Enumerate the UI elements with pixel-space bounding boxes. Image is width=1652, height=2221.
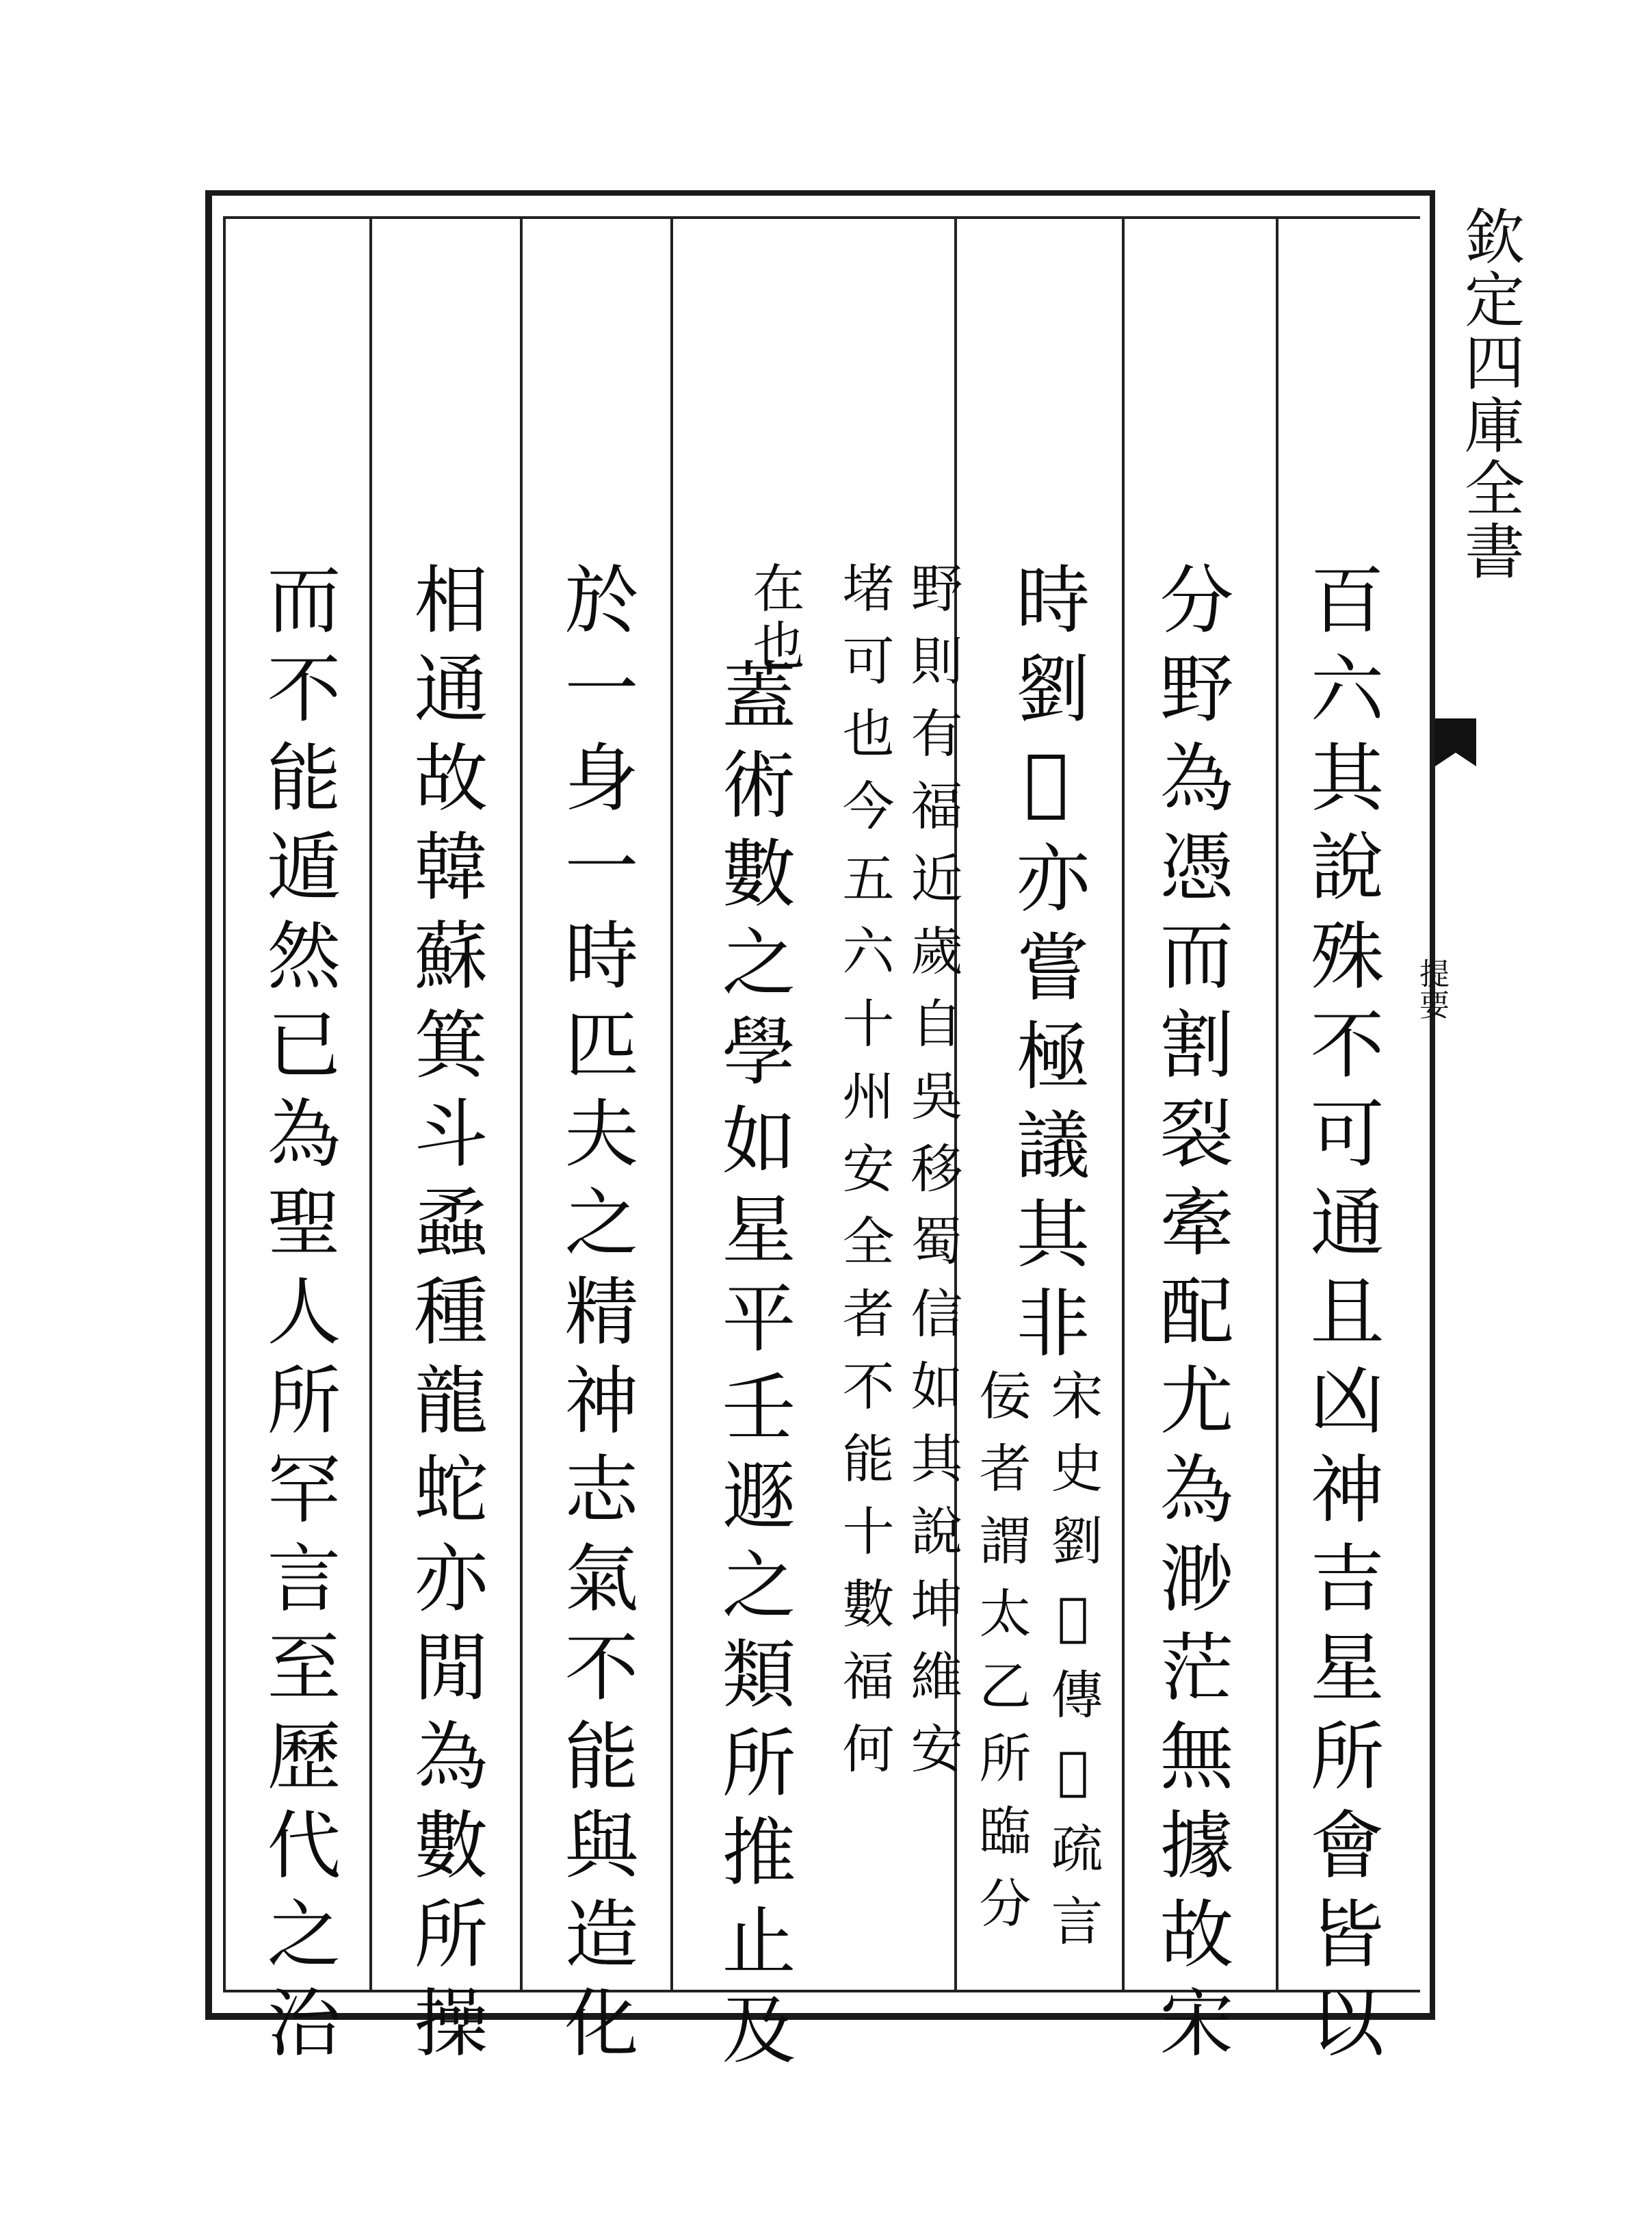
column-rule <box>520 216 523 1992</box>
margin-rule <box>1430 190 1435 2020</box>
text-column-3: 時劉𢿱亦嘗極議其非 <box>1004 561 1089 1373</box>
annotation-column-4: 佞者謂太乙所臨分 <box>971 1368 1032 1949</box>
column-rule <box>1122 216 1125 1992</box>
book-title: 欽定四庫全書 <box>1455 205 1525 583</box>
annotation-column-7: 在也 <box>744 561 805 676</box>
text-column-7: 蓋術數之學如星平壬遯之類所推止及 <box>709 657 795 2080</box>
fishtail-mark-icon <box>1435 718 1476 780</box>
annotation-column-6: 堵可也今五六十州安全者不能十數福何 <box>834 561 895 1794</box>
section-label: 提要 <box>1414 958 1449 1021</box>
annotation-column-3: 宋史劉𢿱傳𢿱疏言 <box>1043 1368 1103 1966</box>
column-rule <box>1276 216 1279 1992</box>
text-column-2: 分野為憑而割裂牽配尤為渺茫無據故宋 <box>1147 561 1233 2073</box>
text-column-10: 而不能遁然已為聖人所罕言至歷代之治 <box>254 561 340 2073</box>
text-column-1: 百六其說殊不可通且凶神吉星所會皆以 <box>1298 561 1383 2073</box>
annotation-column-5: 野則有福近歲自吳移蜀信如其說坤維安 <box>902 561 963 1794</box>
column-rule <box>369 216 372 1992</box>
column-rule <box>670 216 673 1992</box>
text-column-9: 相通故韓蘇箕斗蟊種龍蛇亦閒為數所操 <box>402 561 487 2073</box>
text-column-8: 於一身一時匹夫之精神志氣不能與造化 <box>552 561 638 2073</box>
